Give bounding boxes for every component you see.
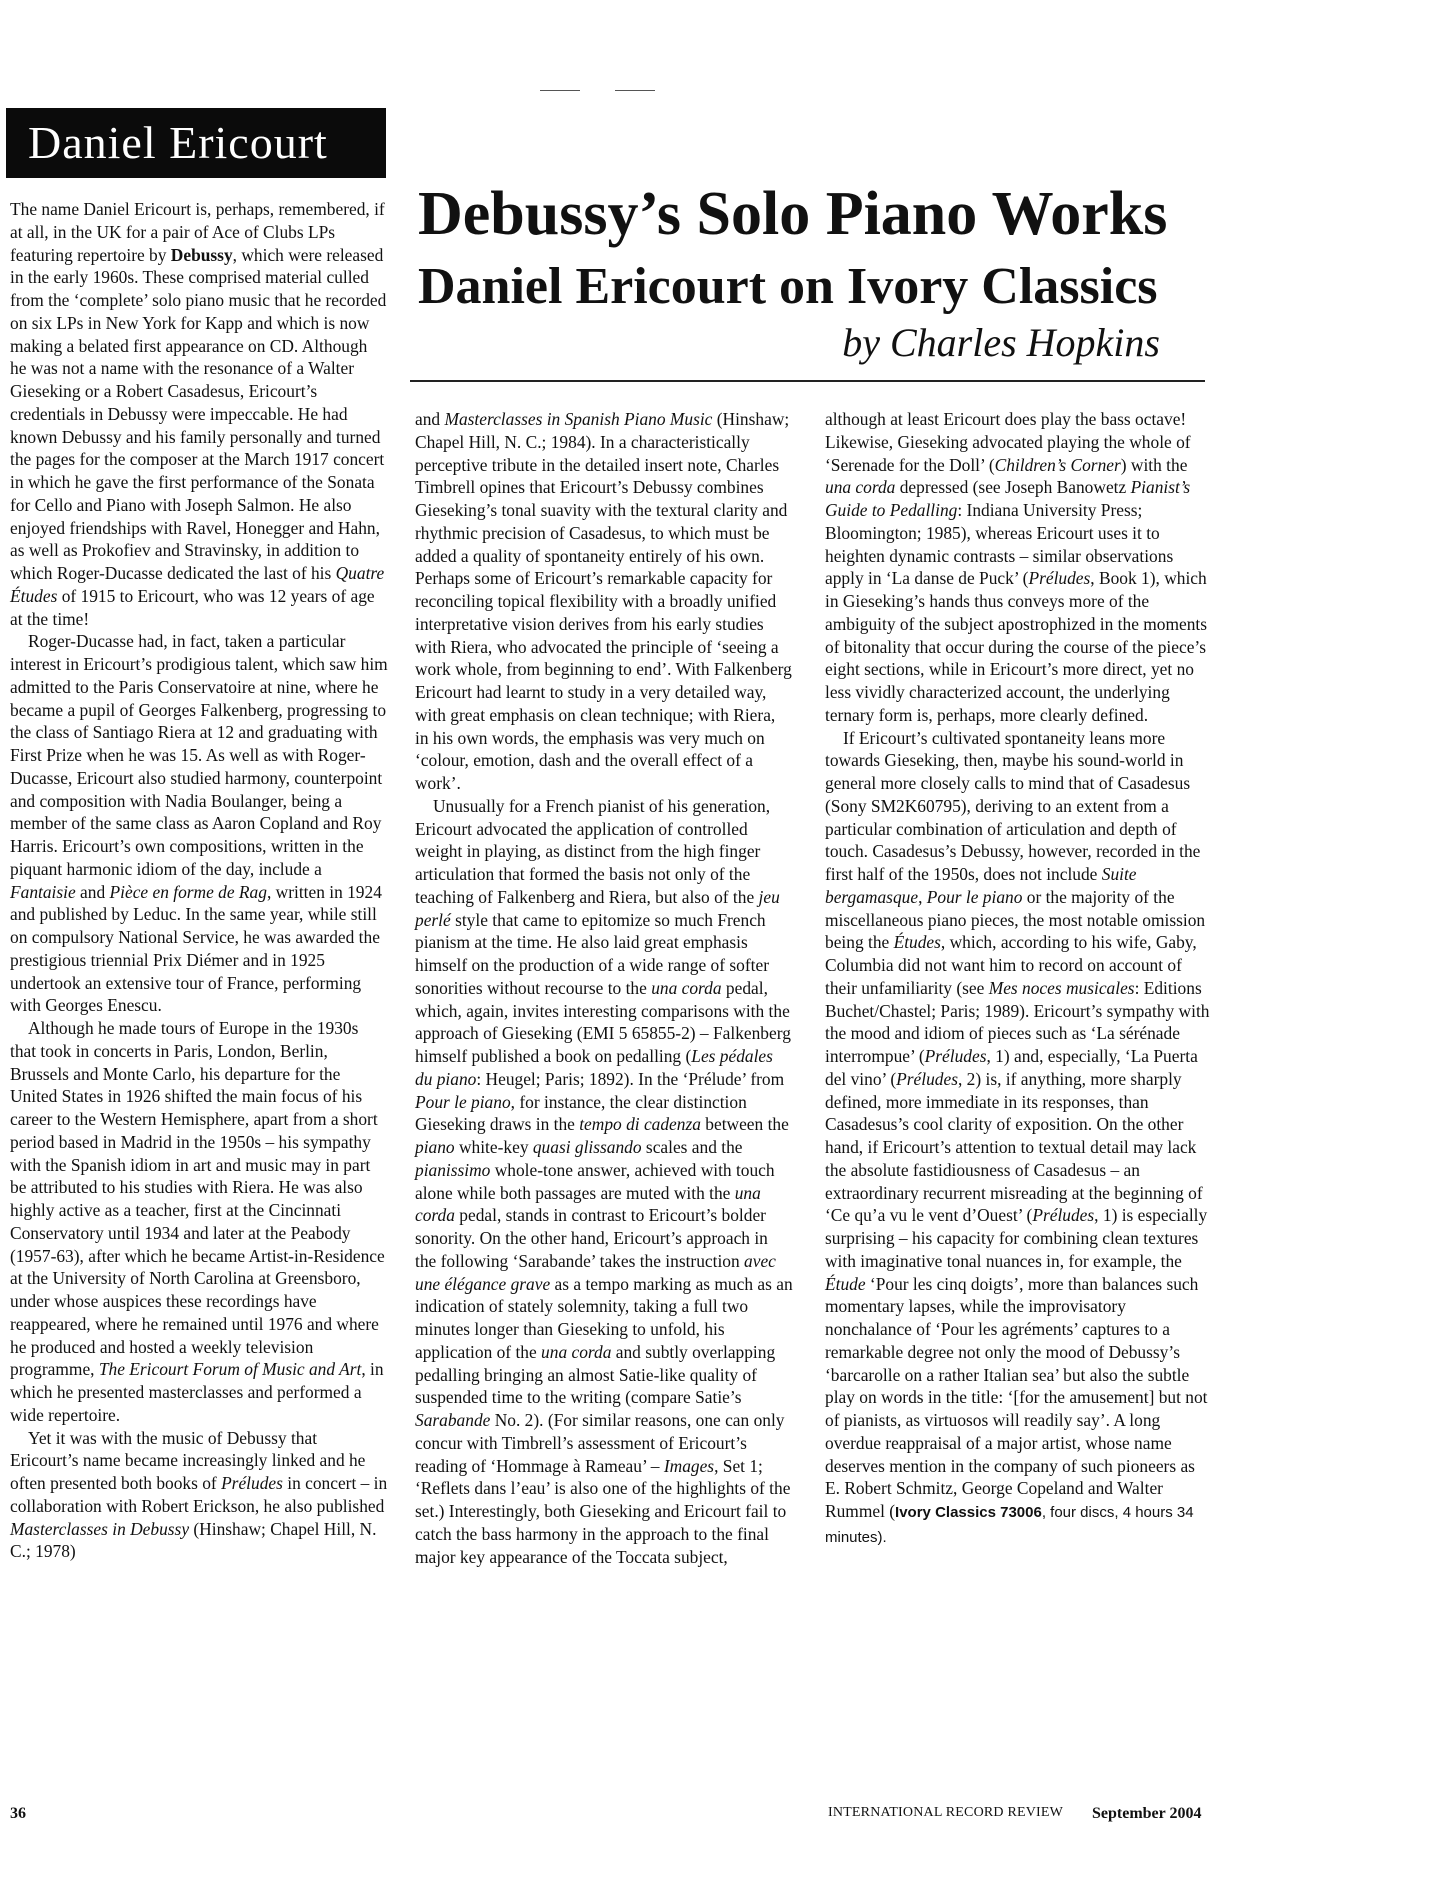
article-name-banner: Daniel Ericourt bbox=[6, 108, 386, 178]
headline-rule bbox=[410, 380, 1205, 382]
paragraph: If Ericourt’s cultivated spontaneity leans more towards Gieseking, then, maybe his sound-world in general more closely calls to mind that of Casadesus (Sony SM2K60795), deriving to an extent from a particular combination of articulation and depth of touch. Casadesus’s Debussy, however, recorded in the first half of the 1950s, does not include Suite bergamasque, Pour le piano or the majority of the miscellaneous piano pieces, the most notable omission being the Études, which, according to his wife, Gaby, Columbia did not want him to record on account of their unfamiliarity (see Mes noces musicales: Editions Buchet/Chastel; Paris; 1989). Ericourt’s sympathy with the mood and idiom of pieces such as ‘La sérénade interrompue’ (Préludes, 1) and, especially, ‘La Puerta del vino’ (Préludes, 2) is, if anything, more sharply defined, more immediate in its responses, than Casadesus’s cool clarity of exposition. On the other hand, if Ericourt’s attention to textual detail may lack the absolute fastidiousness of Casadesus – an extraordinary recurrent misreading at the beginning of ‘Ce qu’a vu le vent d’Ouest’ (Préludes, 1) is especially surprising – his capacity for combining clean textures with imaginative tonal nuances in, for example, the Étude ‘Pour les cinq doigts’, more than balances such momentary lapses, while the improvisatory nonchalance of ‘Pour les agréments’ captures to a remarkable degree not only the mood of Debussy’s ‘barcarolle on a rather Italian sea’ but also the subtle play on words in the title: ‘[for the amusement] but not of pianists, as virtuosos will readily say’. A long overdue reappraisal of a major artist, whose name deserves mention in the company of such pioneers as E. Robert Schmitz, George Copeland and Walter Rummel (Ivory Classics 73006, four discs, 4 hours 34 minutes). bbox=[825, 727, 1210, 1546]
paragraph: Although he made tours of Europe in the 1930s that took in concerts in Paris, London, Berlin, Brussels and Monte Carlo, his departure for the United States in 1926 shifted the main focus of his career to the Western Hemisphere, apart from a short period based in Madrid in the 1950s – his sympathy with the Spanish idiom in art and music may in part be attributed to his studies with Riera. He was also highly active as a teacher, first at the Cincinnati Conservatory until 1934 and later at the Peabody (1957-63), after which he became Artist-in-Residence at the University of North Carolina at Greensboro, under whose auspices these recordings have reappeared, where he remained until 1976 and where he produced and hosted a weekly television programme, The Ericourt Forum of Music and Art, in which he presented masterclasses and performed a wide repertoire. bbox=[10, 1018, 385, 1425]
top-rule-mark bbox=[540, 90, 580, 91]
paragraph: The name Daniel Ericourt is, perhaps, remembered, if at all, in the UK for a pair of Ace of Clubs LPs featuring repertoire by Debussy, which were released in the early 1960s. These comprised material culled from the ‘complete’ solo piano music that he recorded on six LPs in New York for Kapp and which is now making a belated first appearance on CD. Although he was not a name with the resonance of a Walter Gieseking or a Robert Casadesus, Ericourt’s credentials in Debussy were impeccable. He had known Debussy and his family personally and turned the pages for the composer at the March 1917 concert in which he gave the first performance of the Sonata for Cello and Piano with Joseph Salmon. He also enjoyed friendships with Ravel, Honegger and Hahn, as well as Prokofiev and Stravinsky, in addition to which Roger-Ducasse dedicated the last of his Quatre Études of 1915 to Ericourt, who was 12 years of age at the time! bbox=[10, 199, 387, 629]
top-rule-mark bbox=[615, 90, 655, 91]
page-number: 36 bbox=[10, 1805, 26, 1822]
headline-block bbox=[418, 178, 1208, 368]
paragraph: Roger-Ducasse had, in fact, taken a particular interest in Ericourt’s prodigious talent, which saw him admitted to the Paris Conservatoire at nine, where he became a pupil of Georges Falkenberg, progressing to the class of Santiago Riera at 12 and graduating with First Prize when he was 15. As well as with Roger-Ducasse, Ericourt also studied harmony, counterpoint and composition with Nadia Boulanger, being a member of the same class as Aaron Copland and Roy Harris. Ericourt’s own compositions, written in the piquant harmonic idiom of the day, include a Fantaisie and Pièce en forme de Rag, written in 1924 and published by Leduc. In the same year, while still on compulsory National Service, he was awarded the prestigious triennial Prix Diémer and in 1925 undertook an extensive tour of France, performing with Georges Enescu. bbox=[10, 631, 388, 1016]
column-1 bbox=[10, 198, 388, 1563]
column-2 bbox=[415, 408, 793, 1568]
journal-name: INTERNATIONAL RECORD REVIEW bbox=[828, 1805, 1064, 1820]
article-byline: by Charles Hopkins bbox=[842, 320, 1160, 365]
article-subtitle: Daniel Ericourt on Ivory Classics bbox=[418, 258, 1158, 315]
column-3 bbox=[825, 408, 1210, 1550]
paragraph: Yet it was with the music of Debussy that Ericourt’s name became increasingly linked and he often presented both books of Préludes in concert – in collaboration with Robert Erickson, he also published Masterclasses in Debussy (Hinshaw; Chapel Hill, N. C.; 1978) bbox=[10, 1427, 388, 1562]
paragraph: Unusually for a French pianist of his generation, Ericourt advocated the application of controlled weight in playing, as distinct from the high finger articulation that formed the basis not only of the teaching of Falkenberg and Riera, but also of the jeu perlé style that came to epitomize so much French pianism at the time. He also laid great emphasis himself on the production of a wide range of softer sonorities without recourse to the una corda pedal, which, again, invites interesting comparisons with the approach of Gieseking (EMI 5 65855-2) – Falkenberg himself published a book on pedalling (Les pédales du piano: Heugel; Paris; 1892). In the ‘Prélude’ from Pour le piano, for instance, the clear distinction Gieseking draws in the tempo di cadenza between the piano white-key quasi glissando scales and the pianissimo whole-tone answer, achieved with touch alone while both passages are muted with the una corda pedal, stands in contrast to Ericourt’s bolder sonority. On the other hand, Ericourt’s approach in the following ‘Sarabande’ takes the instruction avec une élégance grave as a tempo marking as much as an indication of stately solemnity, taking a full two minutes longer than Gieseking to unfold, his application of the una corda and subtly overlapping pedalling bringing an almost Satie-like quality of suspended time to the writing (compare Satie’s Sarabande No. 2). (For similar reasons, one can only concur with Timbrell’s assessment of Ericourt’s reading of ‘Hommage à Rameau’ – Images, Set 1; ‘Reflets dans l’eau’ is also one of the highlights of the set.) Interestingly, both Gieseking and Ericourt fail to catch the bass harmony in the approach to the final major key appearance of the Toccata subject, bbox=[415, 795, 793, 1567]
paragraph: although at least Ericourt does play the bass octave! Likewise, Gieseking advocated playing the whole of ‘Serenade for the Doll’ (Children’s Corner) with the una corda depressed (see Joseph Banowetz Pianist’s Guide to Pedalling: Indiana University Press; Bloomington; 1985), whereas Ericourt uses it to heighten dynamic contrasts – similar observations apply in ‘La danse de Puck’ (Préludes, Book 1), which in Gieseking’s hands thus conveys more of the ambiguity of the subject apostrophized in the moments of bitonality that occur during the course of the piece’s eight sections, while in Ericourt’s more direct, yet no less vividly characterized account, the underlying ternary form is, perhaps, more clearly defined. bbox=[825, 409, 1208, 725]
paragraph: and Masterclasses in Spanish Piano Music (Hinshaw; Chapel Hill, N. C.; 1984). In a characteristically perceptive tribute in the detailed insert note, Charles Timbrell opines that Ericourt’s Debussy combines Gieseking’s tonal suavity with the textural clarity and rhythmic precision of Casadesus, to which must be added a quality of spontaneity entirely of his own. Perhaps some of Ericourt’s remarkable capacity for reconciling topical flexibility with a broadly unified interpretative vision derives from his early studies with Riera, who advocated the principle of ‘seeing a work whole, from beginning to end’. With Falkenberg Ericourt had learnt to study in a very detailed way, with great emphasis on clean technique; with Riera, in his own words, the emphasis was very much on ‘colour, emotion, dash and the overall effect of a work’. bbox=[415, 409, 792, 793]
article-title: Debussy’s Solo Piano Works bbox=[418, 180, 1168, 248]
issue-date: September 2004 bbox=[1092, 1805, 1202, 1822]
